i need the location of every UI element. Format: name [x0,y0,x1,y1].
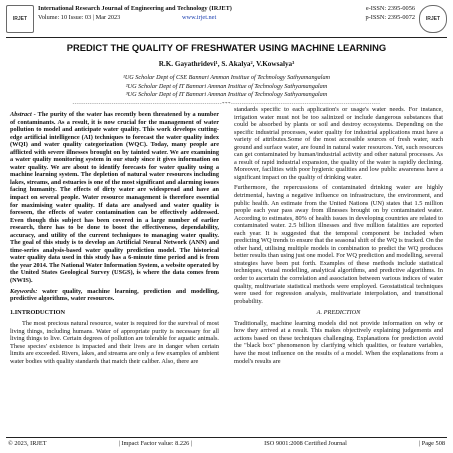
volume-issue: Volume: 10 Issue: 03 | Mar 2023 [38,14,121,21]
introduction-heading: 1.INTRODUCTION [10,308,66,316]
affiliations [0,74,453,100]
irjet-logo-icon: IRJET [6,5,34,33]
abstract-text: - The purity of the water has recently been threatened by a number of contaminants. As a result, it is now crucial for the management of water pollution to model and anticipate water quality. This work develops cutting-edge artificial intelligence (AI) techniques to forecast the water quality index (WQI) and water quality categorization (WQC). Today, many people are afflicted with severe illnesses brought on by tainted water. We are examining a water quality monitoring system in our study since it gives information on water quality. We are about to identify forecasts for water quality using a machine learning system. The depletion of natural water resources including lakes, streams, and estuaries is one of the most significant and alarming issues facing humanity. The effects of dirty water are widespread and have an impact on several people. Water resource management is therefore essential for maximising water quality. If data are analysed and water quality is foreseen, the effects of water contamination can be effectively addressed. Even though this subject has been covered in a large number of earlier research, there has to be done to boost the effectiveness, dependability, accuracy, and utility of the current techniques to managing water quality. The goal of this study is to develop an Artificial Neural Network (ANN) and time-series analysis-based water quality prediction model. The historical water quality data used in this study has a 6-minute time period and is from the year 2014. The National Water Information System, a website operated by the United States Geological Survey (USGS), is where the data comes from (NWIS). [10,111,219,285]
paper-authors: R.K. Gayathridevi¹, S. Akalya², V.Kowsalya³ [158,60,295,68]
header-divider [6,37,447,38]
body-paragraph-3: Traditionally, machine learning models did not provide information on why or how they arrived at a result. This makes objectively explaining judgements and actions based on these techniques challenging. Explanations for prediction avoid the "black box" phenomenon by clarifying which qualities, or feature variables, have the most influence on the results of a model. When the explanations from a model's results are [234,319,443,365]
affiliation-2: ²UG Scholar Dept of IT Bannari Amman Institue of Technology Sathyamangalam [125,82,328,90]
footer-copyright: © 2023, IRJET [8,440,47,447]
keywords-label: Keywords: [10,287,38,295]
abstract-paragraph [10,111,219,285]
left-column [10,111,219,369]
footer-page-number: | Page 508 [418,440,445,447]
prediction-heading: A. PREDICTION [316,309,361,317]
footer-divider [6,437,447,438]
affiliation-1: ¹UG Scholar Dept of CSE Bannari Amman Institue of Technology Sathyamangalam [122,74,331,81]
right-column [234,106,443,368]
journal-seal-icon: IRJET [419,5,447,33]
body-paragraph-1: standards specific to each application's or usage's water needs. For instance, irrigation water must not be too salinized or include dangerous substances that could be absorbed by plants or soil and destroy ecosystems. Depending on the specific industrial processes, water quality for industrial applications must have a variety of attributes.Some of the most accessible sources of fresh water, such ground and surface water, are found in natural water resources. Yet, such resources can get contaminated by human/industrial activity and other natural processes. As a result of rapid industrial expansion, the quality of the water is rapidly declining. Moreover, facilities with poor hygienic qualities and low public awareness have a significant impact on the quality of drinking water. [234,106,443,181]
journal-url-link[interactable]: www.irjet.net [182,14,217,21]
page-footer [6,440,447,452]
body-paragraph-2: Furthermore, the repercussions of contaminated drinking water are highly detrimental, having a negative influence on infrastructure, the environment, and public health. An estimate from the United Nations (UN) states that 1.5 million people each year pass away from illnesses brought on by contaminated water. According to estimates, 80% of health issues in developing countries are related to contaminated water. 2.5 billion illnesses and five million fatalities are reported each year. It is suggested that the temporal component be included when predicting WQ trends to ensure that the seasonal shift of the WQ is tracked. On the other hand, utilising multiple models in combination to predict the WQ produces better results than using just one model. For WQ prediction and modelling, several strategies have been put forth. Examples of these methods include statistical techniques, visual modelling, analytical algorithms, and predictive algorithms. In order to ascertain the correlation and association between various indices of water quality, multivariate statistical methods were employed. Geostatistical techniques were used for regression analysis, multivariate interpolation, and transitional probability. [234,184,443,305]
introduction-text: The most precious natural resource, water is required for the survival of most living things, including humans. Water of appropriate purity is necessary for all living things to live. Certain degrees of pollution are tolerable for aquatic animals. These species' existence is impacted and their lives are in danger when certain limits are exceeded. Rivers, lakes, and streams are only a few examples of ambient water bodies with quality standards that match their caliber. Also, there are [10,320,219,365]
footer-iso: ISO 9001:2008 Certified Journal [264,440,347,447]
keywords-text: water quality, machine learning, prediction and modelling, predictive algorithms, water resources. [10,287,219,303]
paper-title: PREDICT THE QUALITY OF FRESHWATER USING MACHINE LEARNING [66,42,387,53]
eissn: e-ISSN: 2395-0056 [365,5,415,12]
affiliation-3: ³UG Scholar Dept of IT Bannari Amman Institue of Technology Sathyamangalam [125,91,328,98]
abstract-label: Abstract [10,111,32,118]
journal-name: International Research Journal of Engineering and Technology (IRJET) [38,5,232,12]
journal-header [6,3,447,37]
footer-impact-factor: | Impact Factor value: 8.226 | [118,440,193,447]
section-separator: ---------------------------------------------------------------------***--------------------------------------------------------------------- [72,102,381,107]
keywords-paragraph [10,288,219,303]
pissn: p-ISSN: 2395-0072 [365,14,415,21]
